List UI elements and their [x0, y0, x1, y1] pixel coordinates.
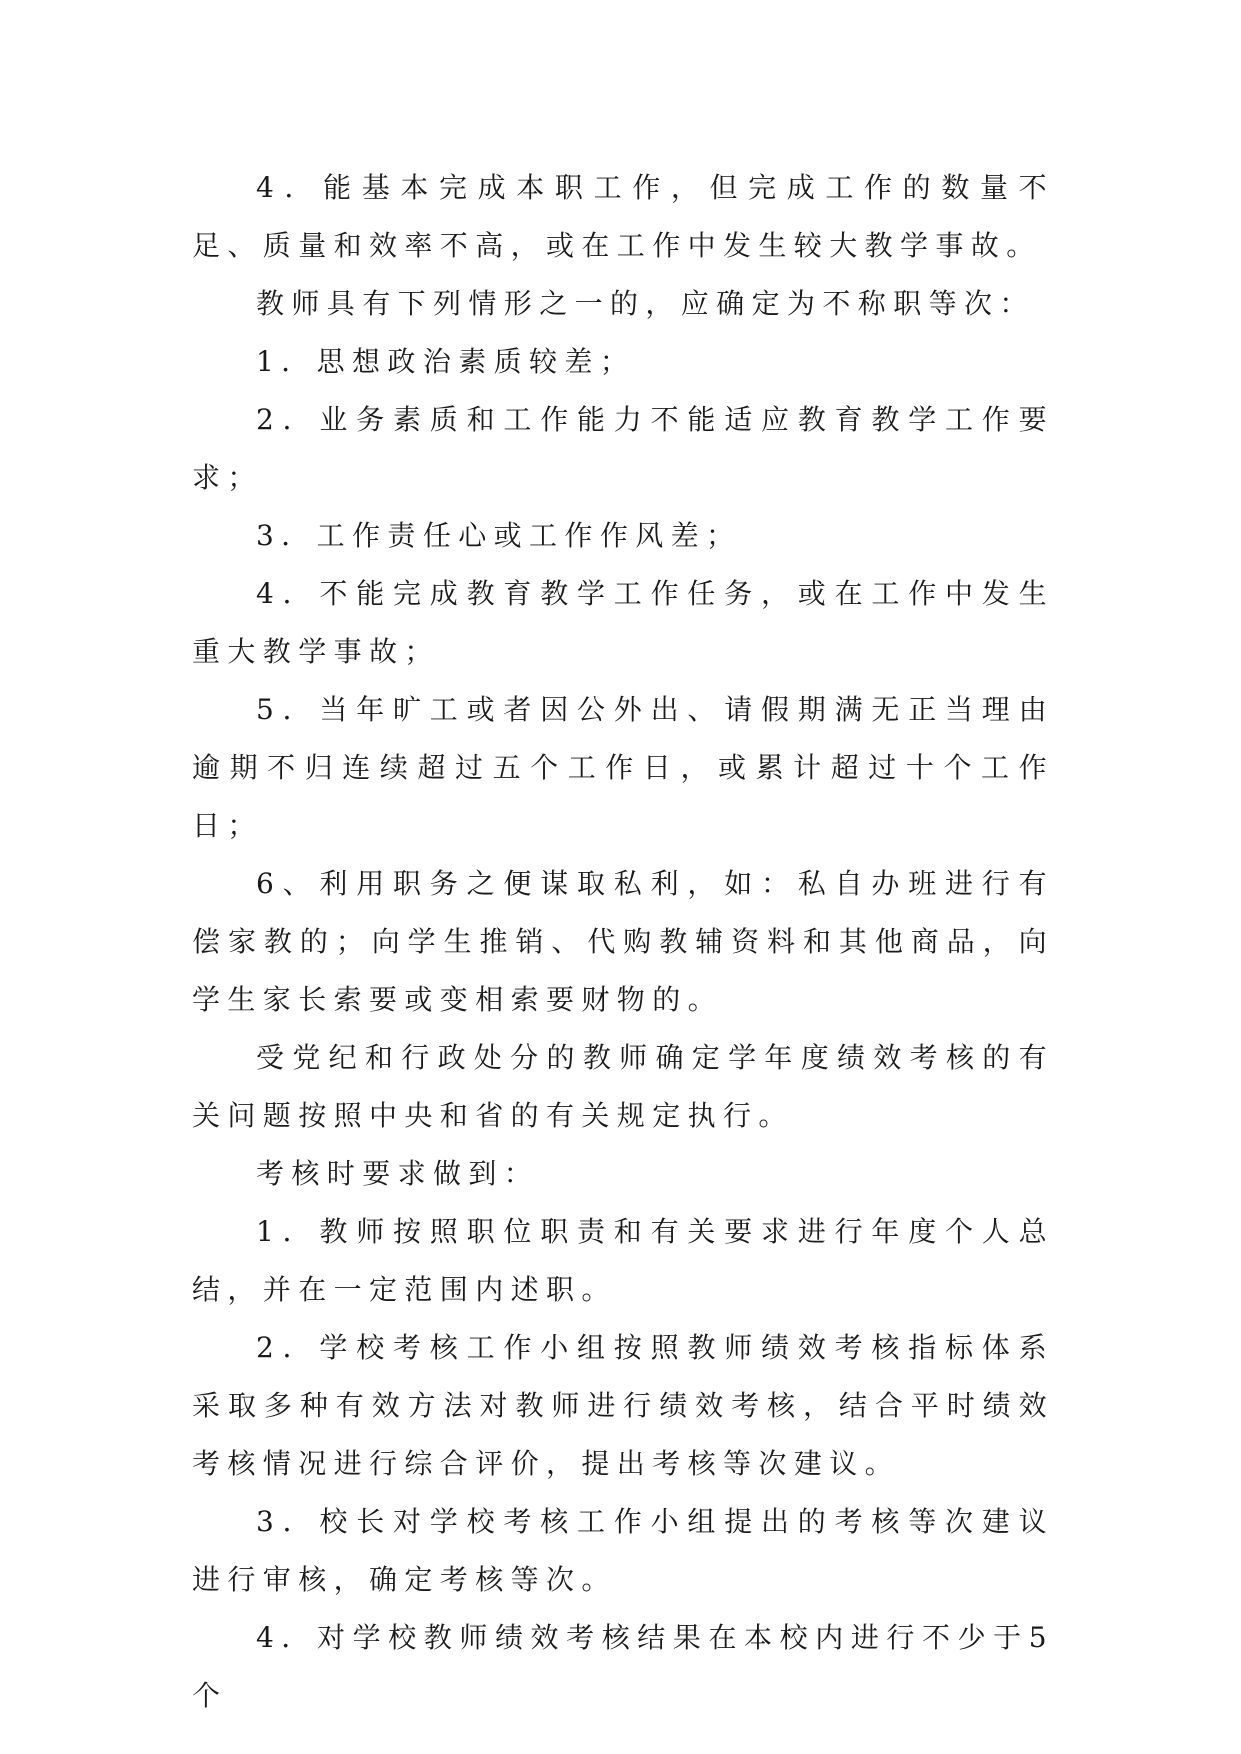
paragraph-requirement-3: 3．校长对学校考核工作小组提出的考核等次建议进行审核，确定考核等次。	[192, 1505, 1054, 1596]
paragraph-unqualified-intro: 教师具有下列情形之一的，应确定为不称职等次：	[256, 287, 1035, 320]
paragraph-requirement-2: 2．学校考核工作小组按照教师绩效考核指标体系采取多种有效方法对教师进行绩效考核，结合平时绩效考核情况进行综合评价，提出考核等次建议。	[192, 1331, 1054, 1480]
paragraph-unqualified-item-1: 1．思想政治素质较差；	[256, 345, 636, 378]
paragraph-requirement-4: 4．对学校教师绩效考核结果在本校内进行不少于5个	[192, 1621, 1054, 1712]
paragraph-unqualified-item-5: 5．当年旷工或者因公外出、请假期满无正当理由逾期不归连续超过五个工作日，或累计超过十个工作日；	[192, 693, 1054, 842]
paragraph-incompetent-item-4-basic: 4．能基本完成本职工作，但完成工作的数量不足、质量和效率不高，或在工作中发生较大教学事故。	[192, 171, 1054, 262]
paragraph-disciplinary-note: 受党纪和行政处分的教师确定学年度绩效考核的有关问题按照中央和省的有关规定执行。	[192, 1041, 1054, 1132]
paragraph-unqualified-item-4: 4．不能完成教育教学工作任务，或在工作中发生重大教学事故；	[192, 577, 1054, 668]
paragraph-unqualified-item-6: 6、利用职务之便谋取私利，如：私自办班进行有偿家教的；向学生推销、代购教辅资料和其他商品，向学生家长索要或变相索要财物的。	[192, 867, 1054, 1016]
document-body	[192, 159, 1054, 1725]
paragraph-unqualified-item-2: 2．业务素质和工作能力不能适应教育教学工作要求；	[192, 403, 1054, 494]
paragraph-requirements-intro: 考核时要求做到：	[256, 1157, 540, 1190]
paragraph-requirement-1: 1．教师按照职位职责和有关要求进行年度个人总结，并在一定范围内述职。	[192, 1215, 1054, 1306]
paragraph-unqualified-item-3: 3．工作责任心或工作作风差；	[256, 519, 742, 552]
